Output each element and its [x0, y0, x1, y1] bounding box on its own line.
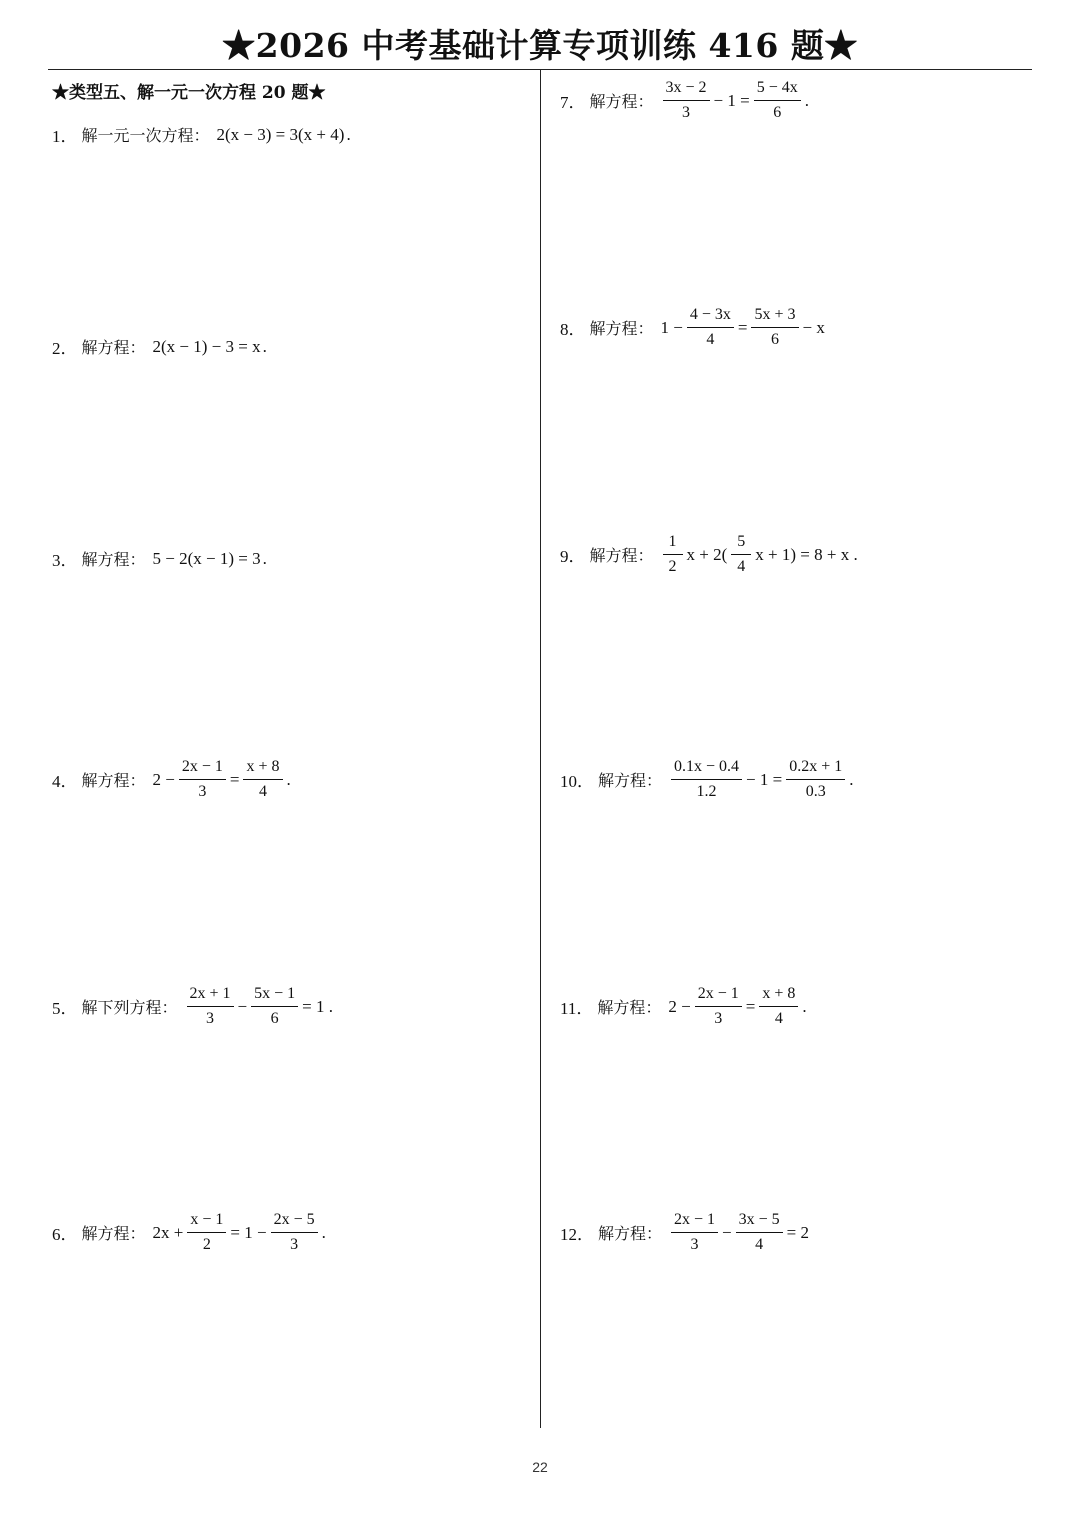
problem-prompt: 解方程：: [598, 771, 663, 790]
fraction-numerator: 4 − 3x: [687, 304, 734, 328]
fraction: [687, 304, 734, 351]
problem-prompt: 解方程：: [598, 1224, 663, 1243]
fraction-denominator: 4: [755, 1236, 764, 1253]
problem-number: 11．: [560, 999, 594, 1018]
problem-7: [560, 77, 810, 124]
equation-tail: = 2: [786, 1222, 810, 1242]
fraction-denominator: 3: [682, 104, 691, 121]
equation-tail: x + 1) = 8 + x .: [755, 544, 858, 564]
fraction: [671, 1209, 718, 1256]
equation-text: 5 − 2(x − 1) = 3: [152, 548, 261, 568]
fraction: [271, 1209, 318, 1256]
equation-text: 2(x − 1) − 3 = x: [152, 336, 261, 356]
problem-prompt: 解方程：: [597, 998, 662, 1017]
problem-number: 6．: [52, 1225, 78, 1244]
equation-tail: .: [804, 90, 810, 110]
problem-prompt: 解下列方程：: [81, 998, 178, 1017]
problem-number: 2．: [52, 339, 78, 358]
fraction-denominator: 3: [690, 1236, 699, 1253]
problem-3: [52, 546, 268, 571]
equation-operator: − 1 =: [746, 769, 783, 789]
equation-operator: − 1 =: [713, 90, 750, 110]
equation-tail: .: [262, 548, 267, 568]
problem-6: [52, 1209, 327, 1256]
equation-tail: − x: [802, 317, 825, 337]
equation-tail: .: [346, 124, 351, 144]
fraction-numerator: x + 8: [243, 756, 282, 780]
problem-number: 4．: [52, 772, 78, 791]
fraction-denominator: 6: [270, 1010, 279, 1027]
problem-number: 9．: [560, 547, 586, 566]
problem-8: [560, 304, 826, 351]
equation-operator: = 1 −: [230, 1222, 267, 1242]
fraction-denominator: 2: [202, 1236, 211, 1253]
equation-tail: .: [286, 769, 291, 789]
problem-2: [52, 334, 268, 359]
problem-number: 12．: [560, 1225, 594, 1244]
equation-lead: 1 −: [660, 317, 683, 337]
fraction: [251, 983, 298, 1030]
equation-lead: 2 −: [668, 996, 691, 1016]
fraction: [695, 983, 742, 1030]
fraction: [663, 531, 683, 578]
equation-tail: .: [262, 336, 267, 356]
fraction-numerator: 3x − 2: [663, 77, 710, 101]
fraction-denominator: 1.2: [696, 783, 717, 800]
problem-12: [560, 1209, 810, 1256]
fraction: [243, 756, 282, 803]
equation-tail: .: [802, 996, 807, 1016]
problem-10: [560, 756, 855, 803]
problem-number: 8．: [560, 320, 586, 339]
problem-prompt: 解方程：: [81, 338, 146, 357]
fraction-denominator: 4: [774, 1010, 783, 1027]
fraction: [736, 1209, 783, 1256]
equation-text: 2(x − 3) = 3(x + 4): [216, 124, 345, 144]
problem-prompt: 解方程：: [589, 546, 654, 565]
fraction-numerator: 2x − 1: [179, 756, 226, 780]
equation: [152, 1209, 327, 1256]
fraction-denominator: 3: [714, 1010, 723, 1027]
problem-prompt: 解方程：: [81, 550, 146, 569]
problem-number: 3．: [52, 551, 78, 570]
fraction-numerator: 5: [731, 531, 751, 555]
fraction-numerator: 5x + 3: [751, 304, 798, 328]
fraction: [754, 77, 801, 124]
fraction-denominator: 2: [668, 558, 677, 575]
equation: [660, 304, 826, 351]
fraction-denominator: 4: [737, 558, 746, 575]
fraction-denominator: 3: [198, 783, 207, 800]
equation: [152, 756, 292, 803]
problem-number: 1．: [52, 127, 78, 146]
fraction-numerator: 2x − 5: [271, 1209, 318, 1233]
fraction: [187, 983, 234, 1030]
problem-number: 5．: [52, 999, 78, 1018]
fraction: [751, 304, 798, 351]
problem-9: [560, 531, 859, 578]
fraction-denominator: 3: [206, 1010, 215, 1027]
fraction-numerator: 0.1x − 0.4: [671, 756, 742, 780]
equation-lead: 2x +: [152, 1222, 184, 1242]
equation-operator: =: [745, 996, 756, 1016]
equation: [668, 756, 855, 803]
fraction-denominator: 6: [773, 104, 782, 121]
equation: [668, 1209, 810, 1256]
problem-5: [52, 983, 334, 1030]
fraction-numerator: 2x − 1: [671, 1209, 718, 1233]
column-divider: [540, 70, 541, 1428]
equation-operator: =: [229, 769, 240, 789]
problem-number: 7．: [560, 93, 586, 112]
equation: [216, 125, 352, 145]
problem-prompt: 解一元一次方程：: [81, 126, 210, 145]
equation-operator: −: [237, 996, 248, 1016]
fraction: [671, 756, 742, 803]
equation-operator: −: [722, 1222, 732, 1242]
fraction: [786, 756, 845, 803]
problem-prompt: 解方程：: [589, 319, 654, 338]
section-heading: ★类型五、解一元一次方程 20 题★: [52, 83, 326, 103]
equation-tail: .: [321, 1222, 326, 1242]
equation: [152, 549, 268, 569]
fraction-numerator: x + 8: [759, 983, 798, 1007]
fraction-numerator: 2x − 1: [695, 983, 742, 1007]
equation-lead: 2 −: [152, 769, 175, 789]
equation: [660, 77, 811, 124]
fraction-numerator: 3x − 5: [736, 1209, 783, 1233]
fraction-numerator: 1: [663, 531, 683, 555]
fraction-denominator: 3: [290, 1236, 299, 1253]
problem-1: [52, 122, 352, 147]
fraction: [759, 983, 798, 1030]
fraction-denominator: 4: [706, 331, 715, 348]
page-title: ★2026 中考基础计算专项训练 416 题★: [222, 26, 858, 65]
fraction-numerator: x − 1: [187, 1209, 226, 1233]
equation: [184, 983, 335, 1030]
equation: [152, 337, 268, 357]
problem-number: 10．: [560, 772, 594, 791]
fraction-numerator: 5 − 4x: [754, 77, 801, 101]
equation-tail: = 1 .: [302, 996, 334, 1016]
fraction: [731, 531, 751, 578]
equation-operator: =: [737, 317, 748, 337]
equation: [660, 531, 859, 578]
fraction-numerator: 0.2x + 1: [786, 756, 845, 780]
fraction: [663, 77, 710, 124]
fraction-denominator: 0.3: [805, 783, 826, 800]
fraction-denominator: 4: [259, 783, 267, 800]
fraction: [187, 1209, 226, 1256]
page-number: 22: [532, 1459, 548, 1475]
problem-11: [560, 983, 808, 1030]
problem-prompt: 解方程：: [81, 771, 146, 790]
fraction-denominator: 6: [771, 331, 779, 348]
equation-tail: .: [849, 769, 854, 789]
fraction: [179, 756, 226, 803]
problem-prompt: 解方程：: [81, 1224, 146, 1243]
equation-operator: x + 2(: [686, 544, 728, 564]
fraction-numerator: 5x − 1: [251, 983, 298, 1007]
equation: [667, 983, 807, 1030]
problem-4: [52, 756, 292, 803]
fraction-numerator: 2x + 1: [187, 983, 234, 1007]
problem-prompt: 解方程：: [589, 92, 654, 111]
